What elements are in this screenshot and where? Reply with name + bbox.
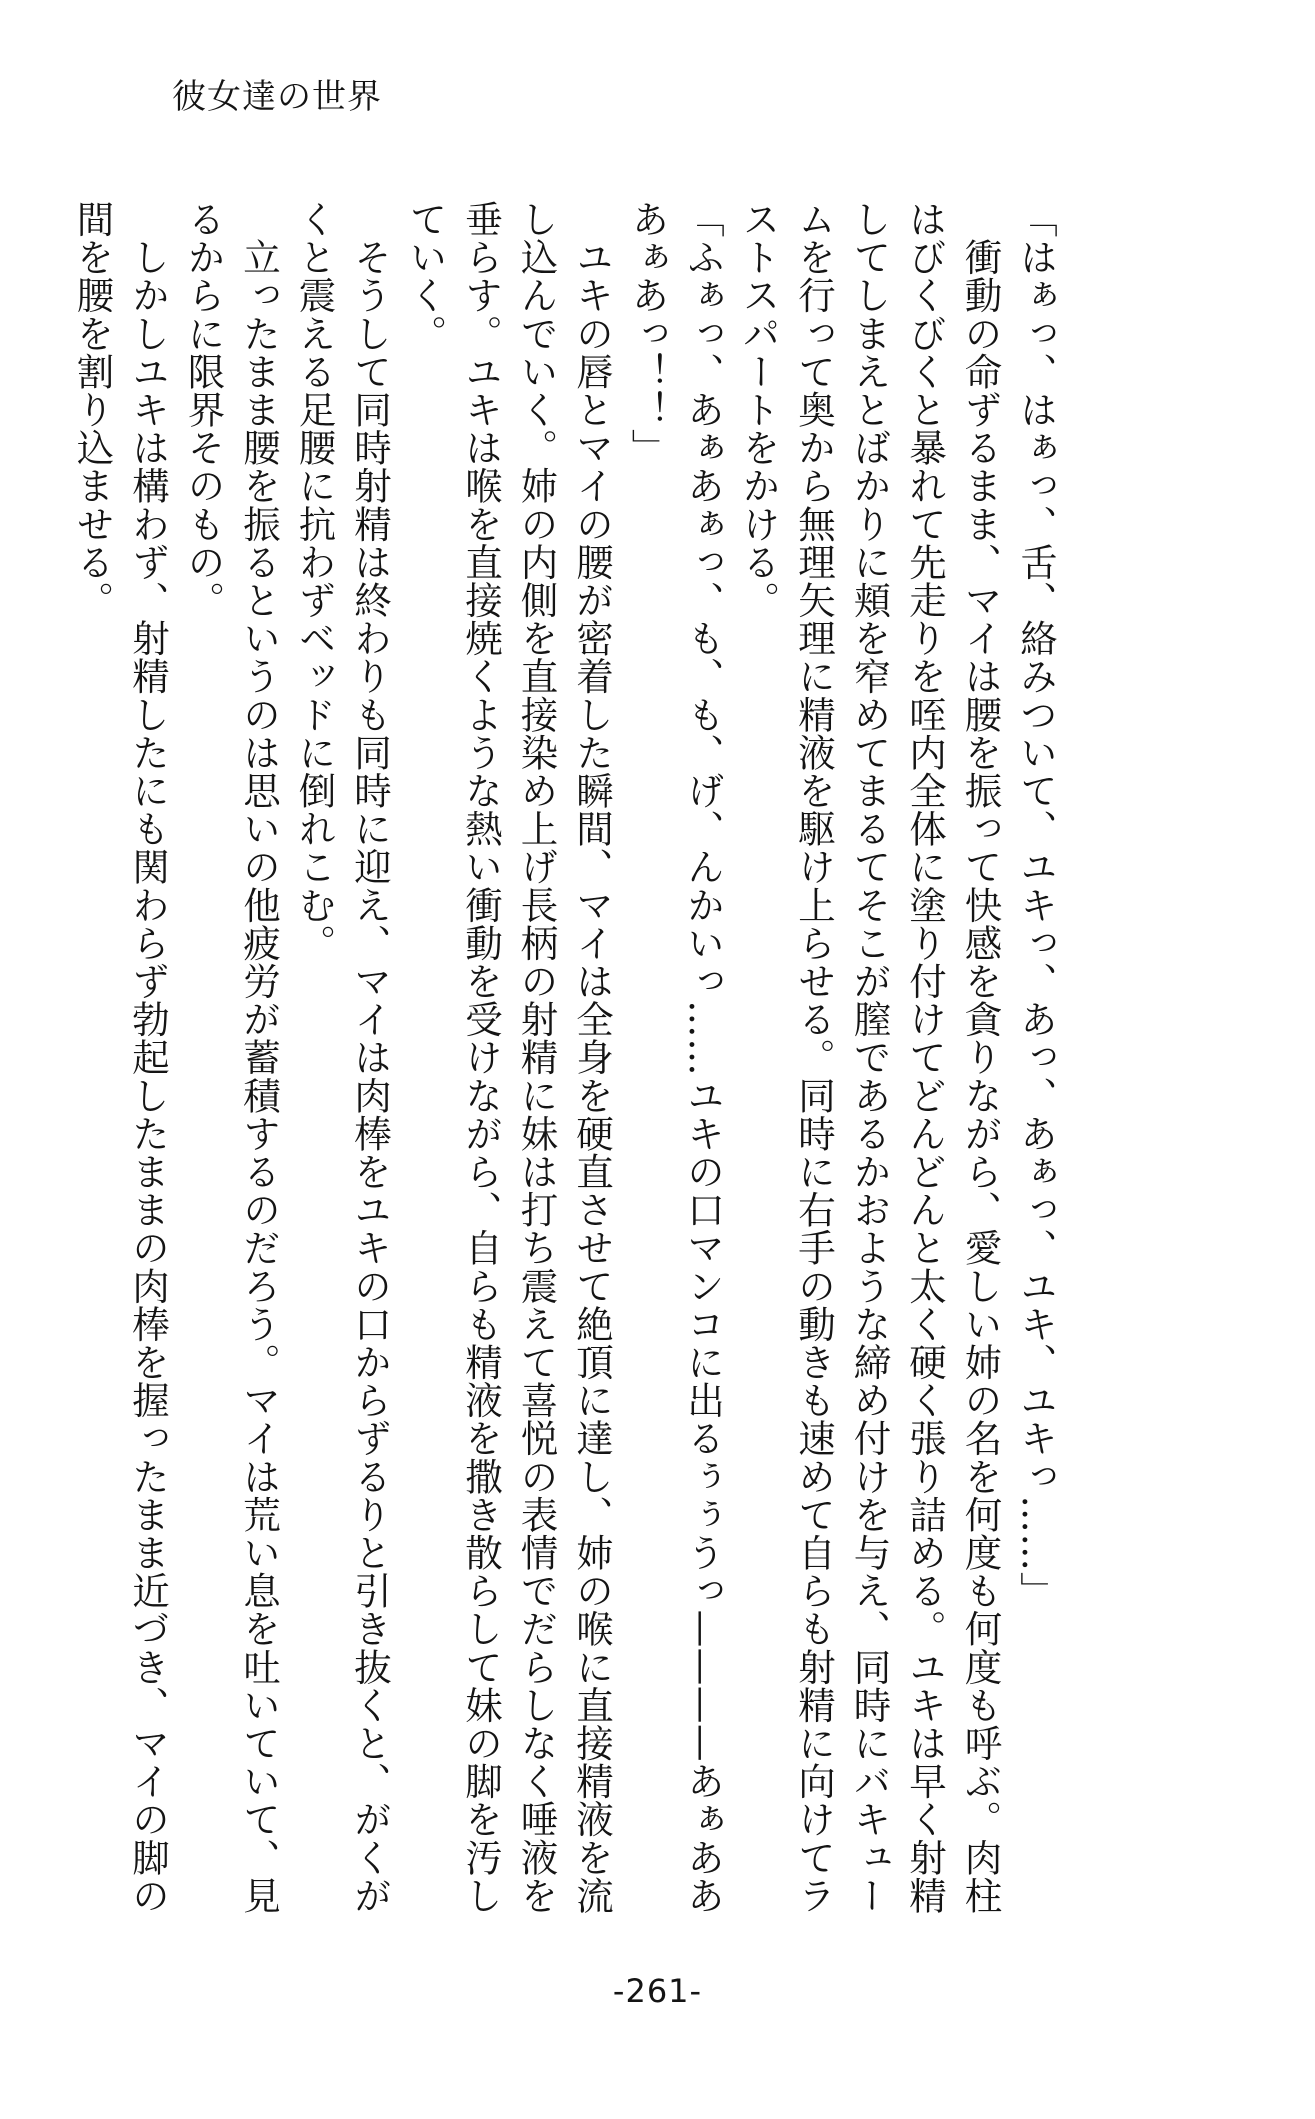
paragraph-3: 「ふぁっ、あぁあぁっ、も、も、げ、んかいっ……ユキの口マンコに出るぅぅうっ————あぁあああぁあっ！！」 — [625, 200, 725, 1915]
paragraph-5: そうして同時射精は終わりも同時に迎え、マイは肉棒をユキの口からずるりと引き抜くと、がくがくと震える足腰に抗わずベッドに倒れこむ。 — [292, 200, 392, 1915]
paragraph-2: 衝動の命ずるまま、マイは腰を振って快感を貪りながら、愛しい姉の名を何度も何度も呼ぶ。肉柱はびくびくと暴れて先走りを咥内全体に塗り付けてどんどんと太く硬く張り詰める。ユキは早く射精してしまえとばかりに頬を窄めてまるてそこが膣であるかおような締め付けを与え、同時にバキュームを行って奥から無理矢理に精液を駆け上らせる。同時に右手の動きも速めて自らも射精に向けてラストスパートをかける。 — [736, 200, 1003, 1915]
page-number: -261- — [612, 1972, 703, 2010]
paragraph-4: ユキの唇とマイの腰が密着した瞬間、マイは全身を硬直させて絶頂に達し、姉の喉に直接精液を流し込んでいく。姉の内側を直接染め上げ長柄の射精に妹は打ち震えて喜悦の表情でだらしなく唾液を垂らす。ユキは喉を直接焼くような熱い衝動を受けながら、自らも精液を撒き散らして妹の脚を汚していく。 — [403, 200, 614, 1915]
running-header-title: 彼女達の世界 — [172, 77, 382, 117]
paragraph-7: しかしユキは構わず、射精したにも関わらず勃起したままの肉棒を握ったまま近づき、マイの脚の間を腰を割り込ませる。 — [70, 200, 170, 1915]
paragraph-6: 立ったまま腰を振るというのは思いの他疲労が蓄積するのだろう。マイは荒い息を吐いていて、見るからに限界そのもの。 — [181, 200, 281, 1915]
body-text — [70, 200, 1063, 1920]
paragraph-1: 「はぁっ、はぁっ、舌、絡みついて、ユキっ、あっ、あぁっ、ユキ、ユキっ……」 — [1014, 200, 1058, 1610]
